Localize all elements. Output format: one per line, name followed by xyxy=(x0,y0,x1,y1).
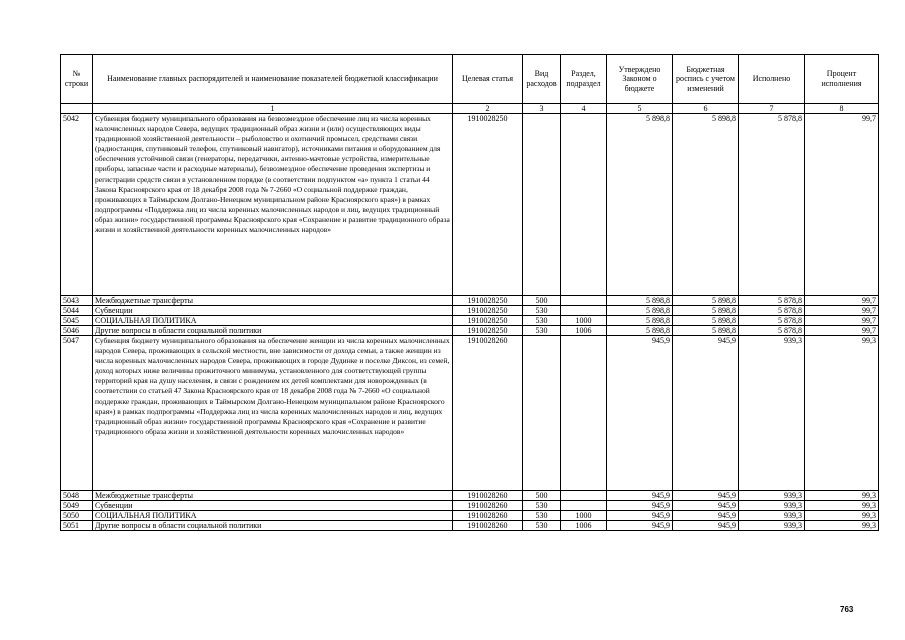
row-name: Субвенция бюджету муниципального образования на безвозмездное обеспечение лиц из числа коренных малочисленных народов Севера, ведущих традиционный образ жизни и (или) осуществляющих виды традиционной хозяйственной деятельности – рыболовство и охотничий промысел, средствами связи (радиостанция, спутниковый телефон, спутниковый навигатор), источниками питания и оборудованием для обеспечения устойчивой связи (генераторы, передатчики, антенно-мачтовые устройства, измерительные приборы, запасные части и расходные материалы), безвозмездное обеспечение проведения экспертизы и регистрации средств связи в установленном порядке (в соответствии подпунктом «а» пункта 1 статьи 44 Закона Красноярского края от 18 декабря 2008 года № 7-2660 «О социальной поддержке граждан, проживающих в Таймырском Долгано-Ненецком муниципальном районе Красноярского края») в рамках подпрограммы «Поддержка лиц из числа коренных малочисленных народов и лиц, ведущих традиционный образ жизни» государственной программы Красноярского края «Сохранение и развитие традиционного образа жизни и хозяйственной деятельности коренных малочисленных народов» xyxy=(93,114,453,296)
row-name: Другие вопросы в области социальной политики xyxy=(93,326,453,336)
column-number xyxy=(61,104,93,114)
row-percent: 99,7 xyxy=(805,114,879,296)
row-type: 530 xyxy=(523,511,561,521)
page-number: 763 xyxy=(840,605,854,614)
row-section: 1006 xyxy=(561,326,607,336)
row-executed: 939,3 xyxy=(739,521,805,531)
row-schedule: 5 898,8 xyxy=(673,306,739,316)
row-target: 1910028260 xyxy=(453,511,523,521)
row-percent: 99,3 xyxy=(805,491,879,501)
row-executed: 5 878,8 xyxy=(739,296,805,306)
row-percent: 99,7 xyxy=(805,326,879,336)
row-schedule: 945,9 xyxy=(673,336,739,491)
row-name: Межбюджетные трансферты xyxy=(93,296,453,306)
row-target: 1910028260 xyxy=(453,521,523,531)
row-target: 1910028250 xyxy=(453,296,523,306)
table-row xyxy=(61,326,879,336)
row-percent: 99,3 xyxy=(805,511,879,521)
col-header-row-no: № строки xyxy=(61,55,93,104)
row-number: 5044 xyxy=(61,306,93,316)
row-executed: 5 878,8 xyxy=(739,316,805,326)
row-schedule: 5 898,8 xyxy=(673,114,739,296)
row-type xyxy=(523,336,561,491)
row-percent: 99,3 xyxy=(805,521,879,531)
row-type: 530 xyxy=(523,501,561,511)
row-approved: 945,9 xyxy=(607,521,673,531)
column-number-row xyxy=(61,104,879,114)
row-approved: 5 898,8 xyxy=(607,296,673,306)
row-type: 500 xyxy=(523,296,561,306)
row-approved: 5 898,8 xyxy=(607,326,673,336)
row-approved: 945,9 xyxy=(607,491,673,501)
row-name: Межбюджетные трансферты xyxy=(93,491,453,501)
col-header-schedule: Бюджетная роспись с учетом изменений xyxy=(673,55,739,104)
row-schedule: 5 898,8 xyxy=(673,296,739,306)
header-row xyxy=(61,55,879,104)
row-section xyxy=(561,114,607,296)
col-header-percent: Процент исполнения xyxy=(805,55,879,104)
row-target: 1910028250 xyxy=(453,306,523,316)
row-name: Субвенция бюджету муниципального образования на обеспечение женщин из числа коренных малочисленных народов Севера, проживающих в сельской местности, вне зависимости от дохода семьи, а также женщин из числа коренных малочисленных народов Севера, проживающих в городе Дудинке и поселке Диксон, из семей, доход которых ниже величины прожиточного минимума, установленного для соответствующей группы территорий края на душу населения, в связи с рождением их детей комплектами для новорожденных (в соответствии со статьей 47 Закона Красноярского края от 18 декабря 2008 года № 7-2660 «О социальной поддержке граждан, проживающих в Таймырском Долгано-Ненецком муниципальном районе Красноярского края») в рамках подпрограммы «Поддержка лиц из числа коренных малочисленных народов и лиц, ведущих традиционный образ жизни» государственной программы Красноярского края «Сохранение и развитие традиционного образа жизни и хозяйственной деятельности коренных малочисленных народов» xyxy=(93,336,453,491)
col-header-section: Раздел, подраздел xyxy=(561,55,607,104)
row-percent: 99,7 xyxy=(805,296,879,306)
row-target: 1910028250 xyxy=(453,316,523,326)
row-number: 5049 xyxy=(61,501,93,511)
row-approved: 5 898,8 xyxy=(607,316,673,326)
row-executed: 5 878,8 xyxy=(739,114,805,296)
row-type: 530 xyxy=(523,521,561,531)
row-section: 1006 xyxy=(561,521,607,531)
row-executed: 5 878,8 xyxy=(739,306,805,316)
row-name: СОЦИАЛЬНАЯ ПОЛИТИКА xyxy=(93,316,453,326)
row-percent: 99,7 xyxy=(805,306,879,316)
row-name: СОЦИАЛЬНАЯ ПОЛИТИКА xyxy=(93,511,453,521)
row-executed: 939,3 xyxy=(739,501,805,511)
row-target: 1910028260 xyxy=(453,491,523,501)
column-number: 5 xyxy=(607,104,673,114)
row-executed: 939,3 xyxy=(739,491,805,501)
row-schedule: 945,9 xyxy=(673,491,739,501)
row-number: 5050 xyxy=(61,511,93,521)
table-row xyxy=(61,501,879,511)
row-number: 5047 xyxy=(61,336,93,491)
row-approved: 5 898,8 xyxy=(607,114,673,296)
row-target: 1910028260 xyxy=(453,336,523,491)
row-approved: 945,9 xyxy=(607,336,673,491)
row-number: 5042 xyxy=(61,114,93,296)
column-number: 6 xyxy=(673,104,739,114)
col-header-approved: Утверждено Законом о бюджете xyxy=(607,55,673,104)
row-executed: 939,3 xyxy=(739,336,805,491)
column-number: 7 xyxy=(739,104,805,114)
row-type: 530 xyxy=(523,306,561,316)
col-header-type: Вид расходов xyxy=(523,55,561,104)
row-schedule: 945,9 xyxy=(673,511,739,521)
column-number: 2 xyxy=(453,104,523,114)
table-row xyxy=(61,521,879,531)
row-name: Другие вопросы в области социальной политики xyxy=(93,521,453,531)
row-number: 5043 xyxy=(61,296,93,306)
column-number: 8 xyxy=(805,104,879,114)
row-percent: 99,3 xyxy=(805,501,879,511)
row-section xyxy=(561,336,607,491)
row-target: 1910028250 xyxy=(453,326,523,336)
column-number: 1 xyxy=(93,104,453,114)
row-section: 1000 xyxy=(561,511,607,521)
row-schedule: 5 898,8 xyxy=(673,316,739,326)
row-schedule: 945,9 xyxy=(673,521,739,531)
budget-execution-table xyxy=(60,54,879,531)
col-header-executed: Исполнено xyxy=(739,55,805,104)
row-percent: 99,3 xyxy=(805,336,879,491)
row-number: 5048 xyxy=(61,491,93,501)
row-section xyxy=(561,306,607,316)
row-number: 5045 xyxy=(61,316,93,326)
column-number: 3 xyxy=(523,104,561,114)
row-section xyxy=(561,491,607,501)
row-executed: 939,3 xyxy=(739,511,805,521)
row-schedule: 5 898,8 xyxy=(673,326,739,336)
table-row xyxy=(61,511,879,521)
row-target: 1910028260 xyxy=(453,501,523,511)
row-section xyxy=(561,501,607,511)
row-percent: 99,7 xyxy=(805,316,879,326)
row-target: 1910028250 xyxy=(453,114,523,296)
table-row xyxy=(61,491,879,501)
column-number: 4 xyxy=(561,104,607,114)
row-approved: 945,9 xyxy=(607,511,673,521)
table-row xyxy=(61,306,879,316)
row-schedule: 945,9 xyxy=(673,501,739,511)
row-executed: 5 878,8 xyxy=(739,326,805,336)
table-row xyxy=(61,296,879,306)
row-approved: 945,9 xyxy=(607,501,673,511)
row-type: 500 xyxy=(523,491,561,501)
row-number: 5051 xyxy=(61,521,93,531)
row-section xyxy=(561,296,607,306)
col-header-name: Наименование главных распорядителей и наименование показателей бюджетной классификации xyxy=(93,55,453,104)
table-row xyxy=(61,114,879,296)
row-type xyxy=(523,114,561,296)
table-row xyxy=(61,316,879,326)
row-name: Субвенции xyxy=(93,501,453,511)
row-number: 5046 xyxy=(61,326,93,336)
row-type: 530 xyxy=(523,326,561,336)
table-row xyxy=(61,336,879,491)
row-type: 530 xyxy=(523,316,561,326)
row-section: 1000 xyxy=(561,316,607,326)
row-name: Субвенции xyxy=(93,306,453,316)
col-header-target: Целевая статья xyxy=(453,55,523,104)
row-approved: 5 898,8 xyxy=(607,306,673,316)
